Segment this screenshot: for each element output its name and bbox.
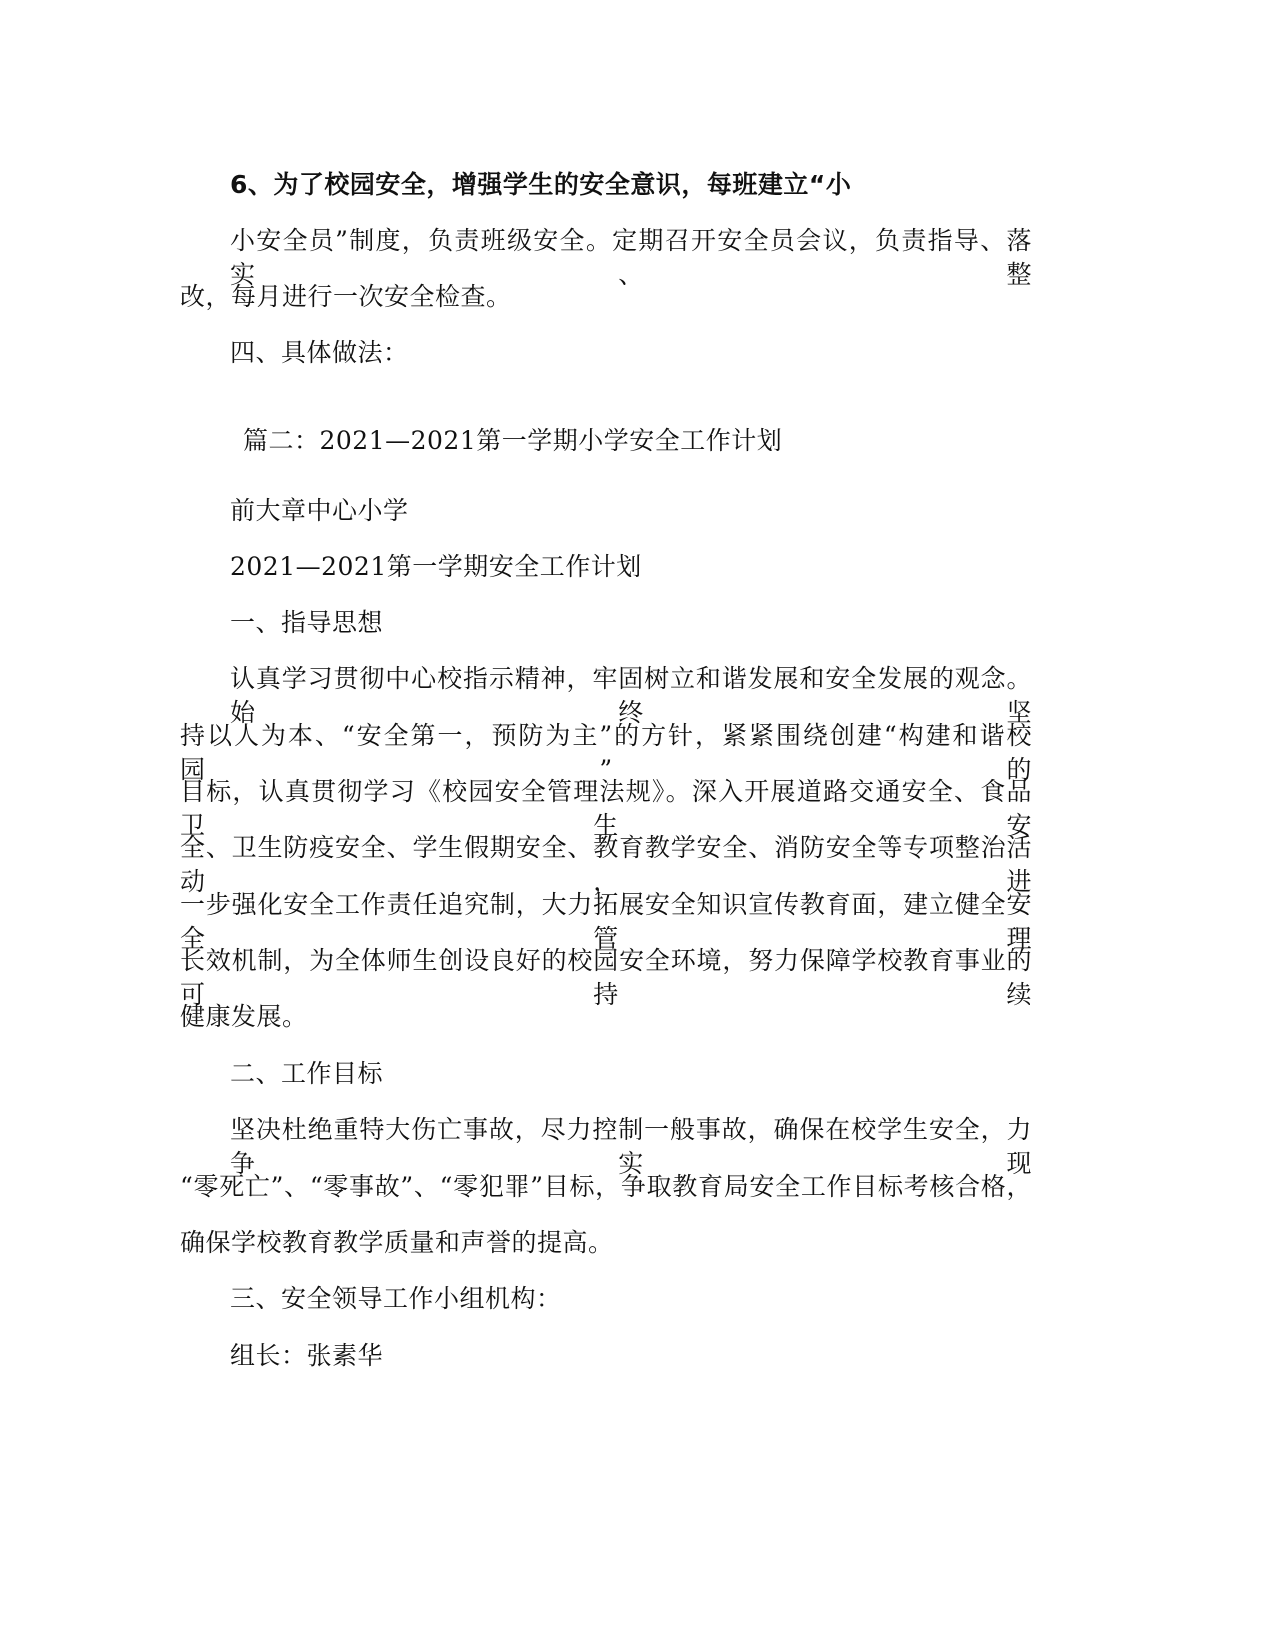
section-heading: 二、工作目标 xyxy=(230,1059,384,1088)
paragraph-line: 一步强化安全工作责任追究制，大力拓展安全知识宣传教育面，建立健全安全管理 xyxy=(180,890,1032,953)
article-title: 篇二：2021—2021第一学期小学安全工作计划 xyxy=(243,426,783,455)
paragraph-line: 全、卫生防疫安全、学生假期安全、教育教学安全、消防安全等专项整治活动，进 xyxy=(180,833,1032,896)
paragraph-line: 组长：张素华 xyxy=(230,1341,384,1370)
bold-paragraph-line: 6、为了校园安全，增强学生的安全意识，每班建立“小 xyxy=(230,170,852,199)
paragraph-line: 持以人为本、“安全第一，预防为主”的方针，紧紧围绕创建“构建和谐校园”的 xyxy=(180,721,1032,784)
paragraph-line: 改，每月进行一次安全检查。 xyxy=(180,282,512,311)
paragraph-line: 小安全员”制度，负责班级安全。定期召开安全员会议，负责指导、落实、整 xyxy=(230,226,1032,289)
section-heading: 四、具体做法： xyxy=(230,338,409,367)
school-name: 前大章中心小学 xyxy=(230,496,409,525)
paragraph-line: 目标，认真贯彻学习《校园安全管理法规》。深入开展道路交通安全、食品卫生安 xyxy=(180,777,1032,840)
paragraph-line: 确保学校教育教学质量和声誉的提高。 xyxy=(180,1228,614,1257)
paragraph-line: 认真学习贯彻中心校指示精神，牢固树立和谐发展和安全发展的观念。始终坚 xyxy=(230,664,1032,727)
plan-title: 2021—2021第一学期安全工作计划 xyxy=(230,552,642,581)
section-heading: 一、指导思想 xyxy=(230,608,384,637)
paragraph-line: 坚决杜绝重特大伤亡事故，尽力控制一般事故，确保在校学生安全，力争实现 xyxy=(230,1115,1032,1178)
section-heading: 三、安全领导工作小组机构： xyxy=(230,1284,562,1313)
paragraph-line: 健康发展。 xyxy=(180,1002,308,1031)
paragraph-line: “零死亡”、“零事故”、“零犯罪”目标，争取教育局安全工作目标考核合格， xyxy=(180,1172,1032,1201)
paragraph-line: 长效机制，为全体师生创设良好的校园安全环境，努力保障学校教育事业的可持续 xyxy=(180,946,1032,1009)
